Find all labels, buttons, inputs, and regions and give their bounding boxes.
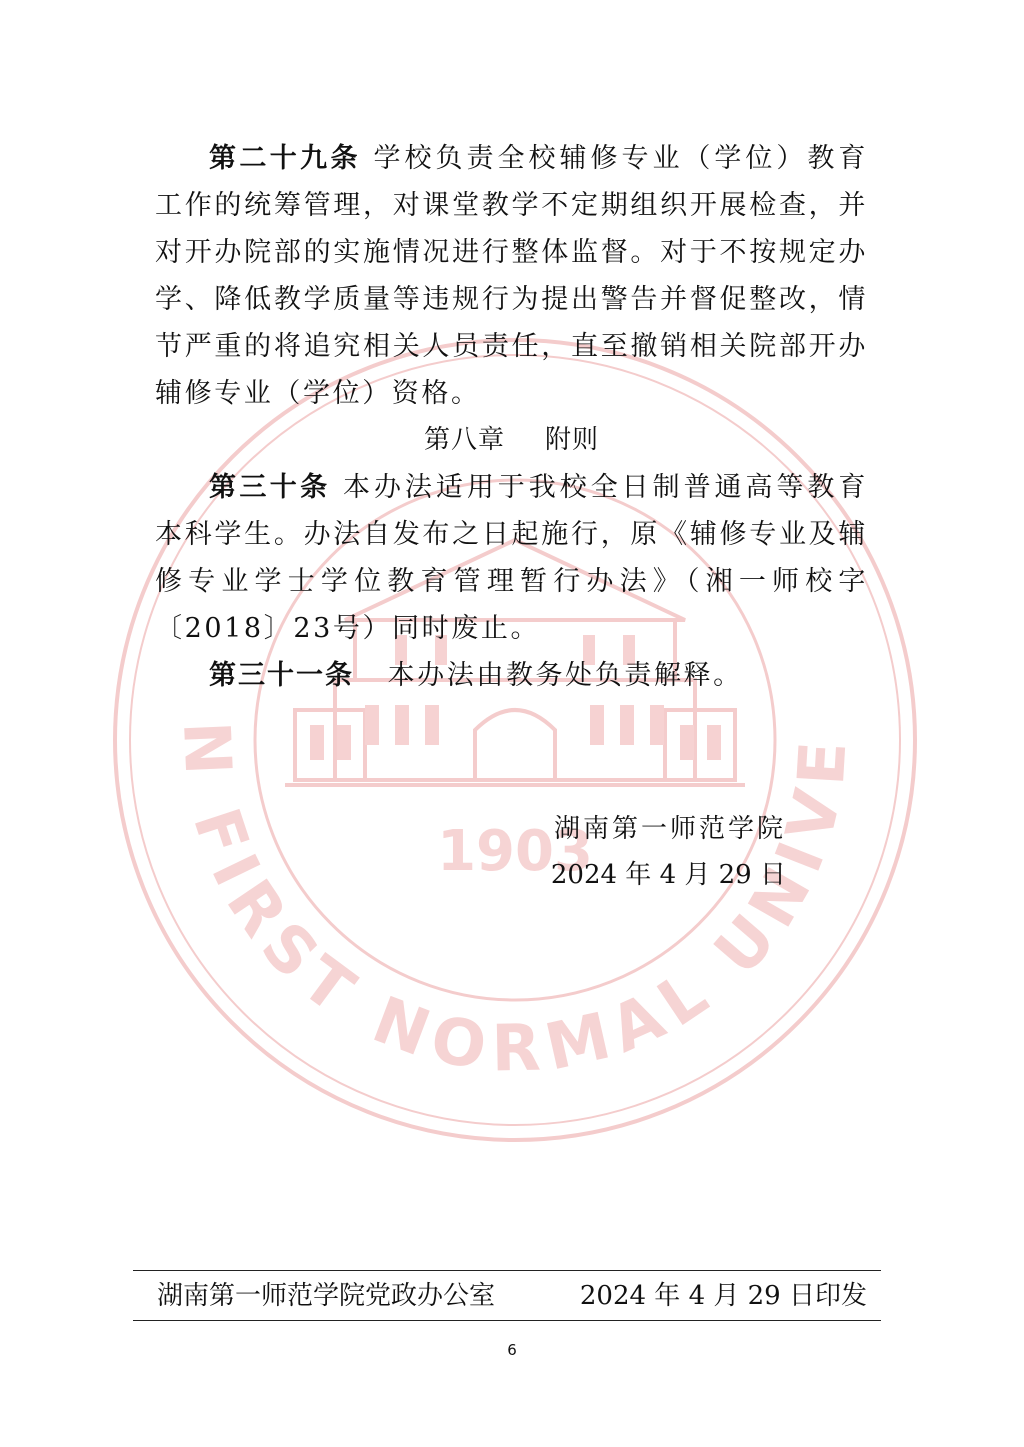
footer-bottom-rule: [133, 1320, 881, 1321]
footer-issuer: 湖南第一师范学院党政办公室: [157, 1281, 496, 1311]
article-31-lead: 第三十一条: [209, 660, 354, 691]
signature-block: [551, 806, 786, 898]
article-31-text: 本办法由教务处负责解释。: [387, 660, 743, 691]
footer-top-rule: [133, 1270, 881, 1271]
signature-date: 2024 年 4 月 29 日: [550, 860, 786, 890]
article-30-text: 本办法适用于我校全日制普通高等教育本科学生。办法自发布之日起施行，原《辅修专业及辅修专业学士学位教育管理暂行办法》（湘一师校字〔2018〕23号）同时废止。: [155, 472, 868, 644]
chapter-title: 附则: [545, 425, 600, 455]
chapter-number: 第八章: [423, 425, 505, 455]
document-body: [155, 135, 868, 699]
signature-org: 湖南第一师范学院: [553, 814, 786, 844]
article-29-lead: 第二十九条: [209, 143, 361, 174]
chapter-heading: [155, 417, 868, 464]
article-30-lead: 第三十条: [209, 472, 331, 503]
seal-year: 1903: [437, 819, 593, 884]
article-29: [155, 135, 868, 417]
footer-issued-date: 2024 年 4 月 29 日印发: [579, 1281, 867, 1311]
page-number: 6: [507, 1341, 517, 1359]
article-30: [155, 464, 868, 652]
seal-arc-text: N FIRST NORMAL UNIVE: [167, 719, 862, 1087]
footer-issuance: [157, 1276, 867, 1316]
article-31: [155, 652, 868, 699]
article-29-text: 学校负责全校辅修专业（学位）教育工作的统筹管理，对课堂教学不定期组织开展检查，并对开办院部的实施情况进行整体监督。对于不按规定办学、降低教学质量等违规行为提出警告并督促整改，情节严重的将追究相关人员责任，直至撤销相关院部开办辅修专业（学位）资格。: [155, 143, 868, 409]
